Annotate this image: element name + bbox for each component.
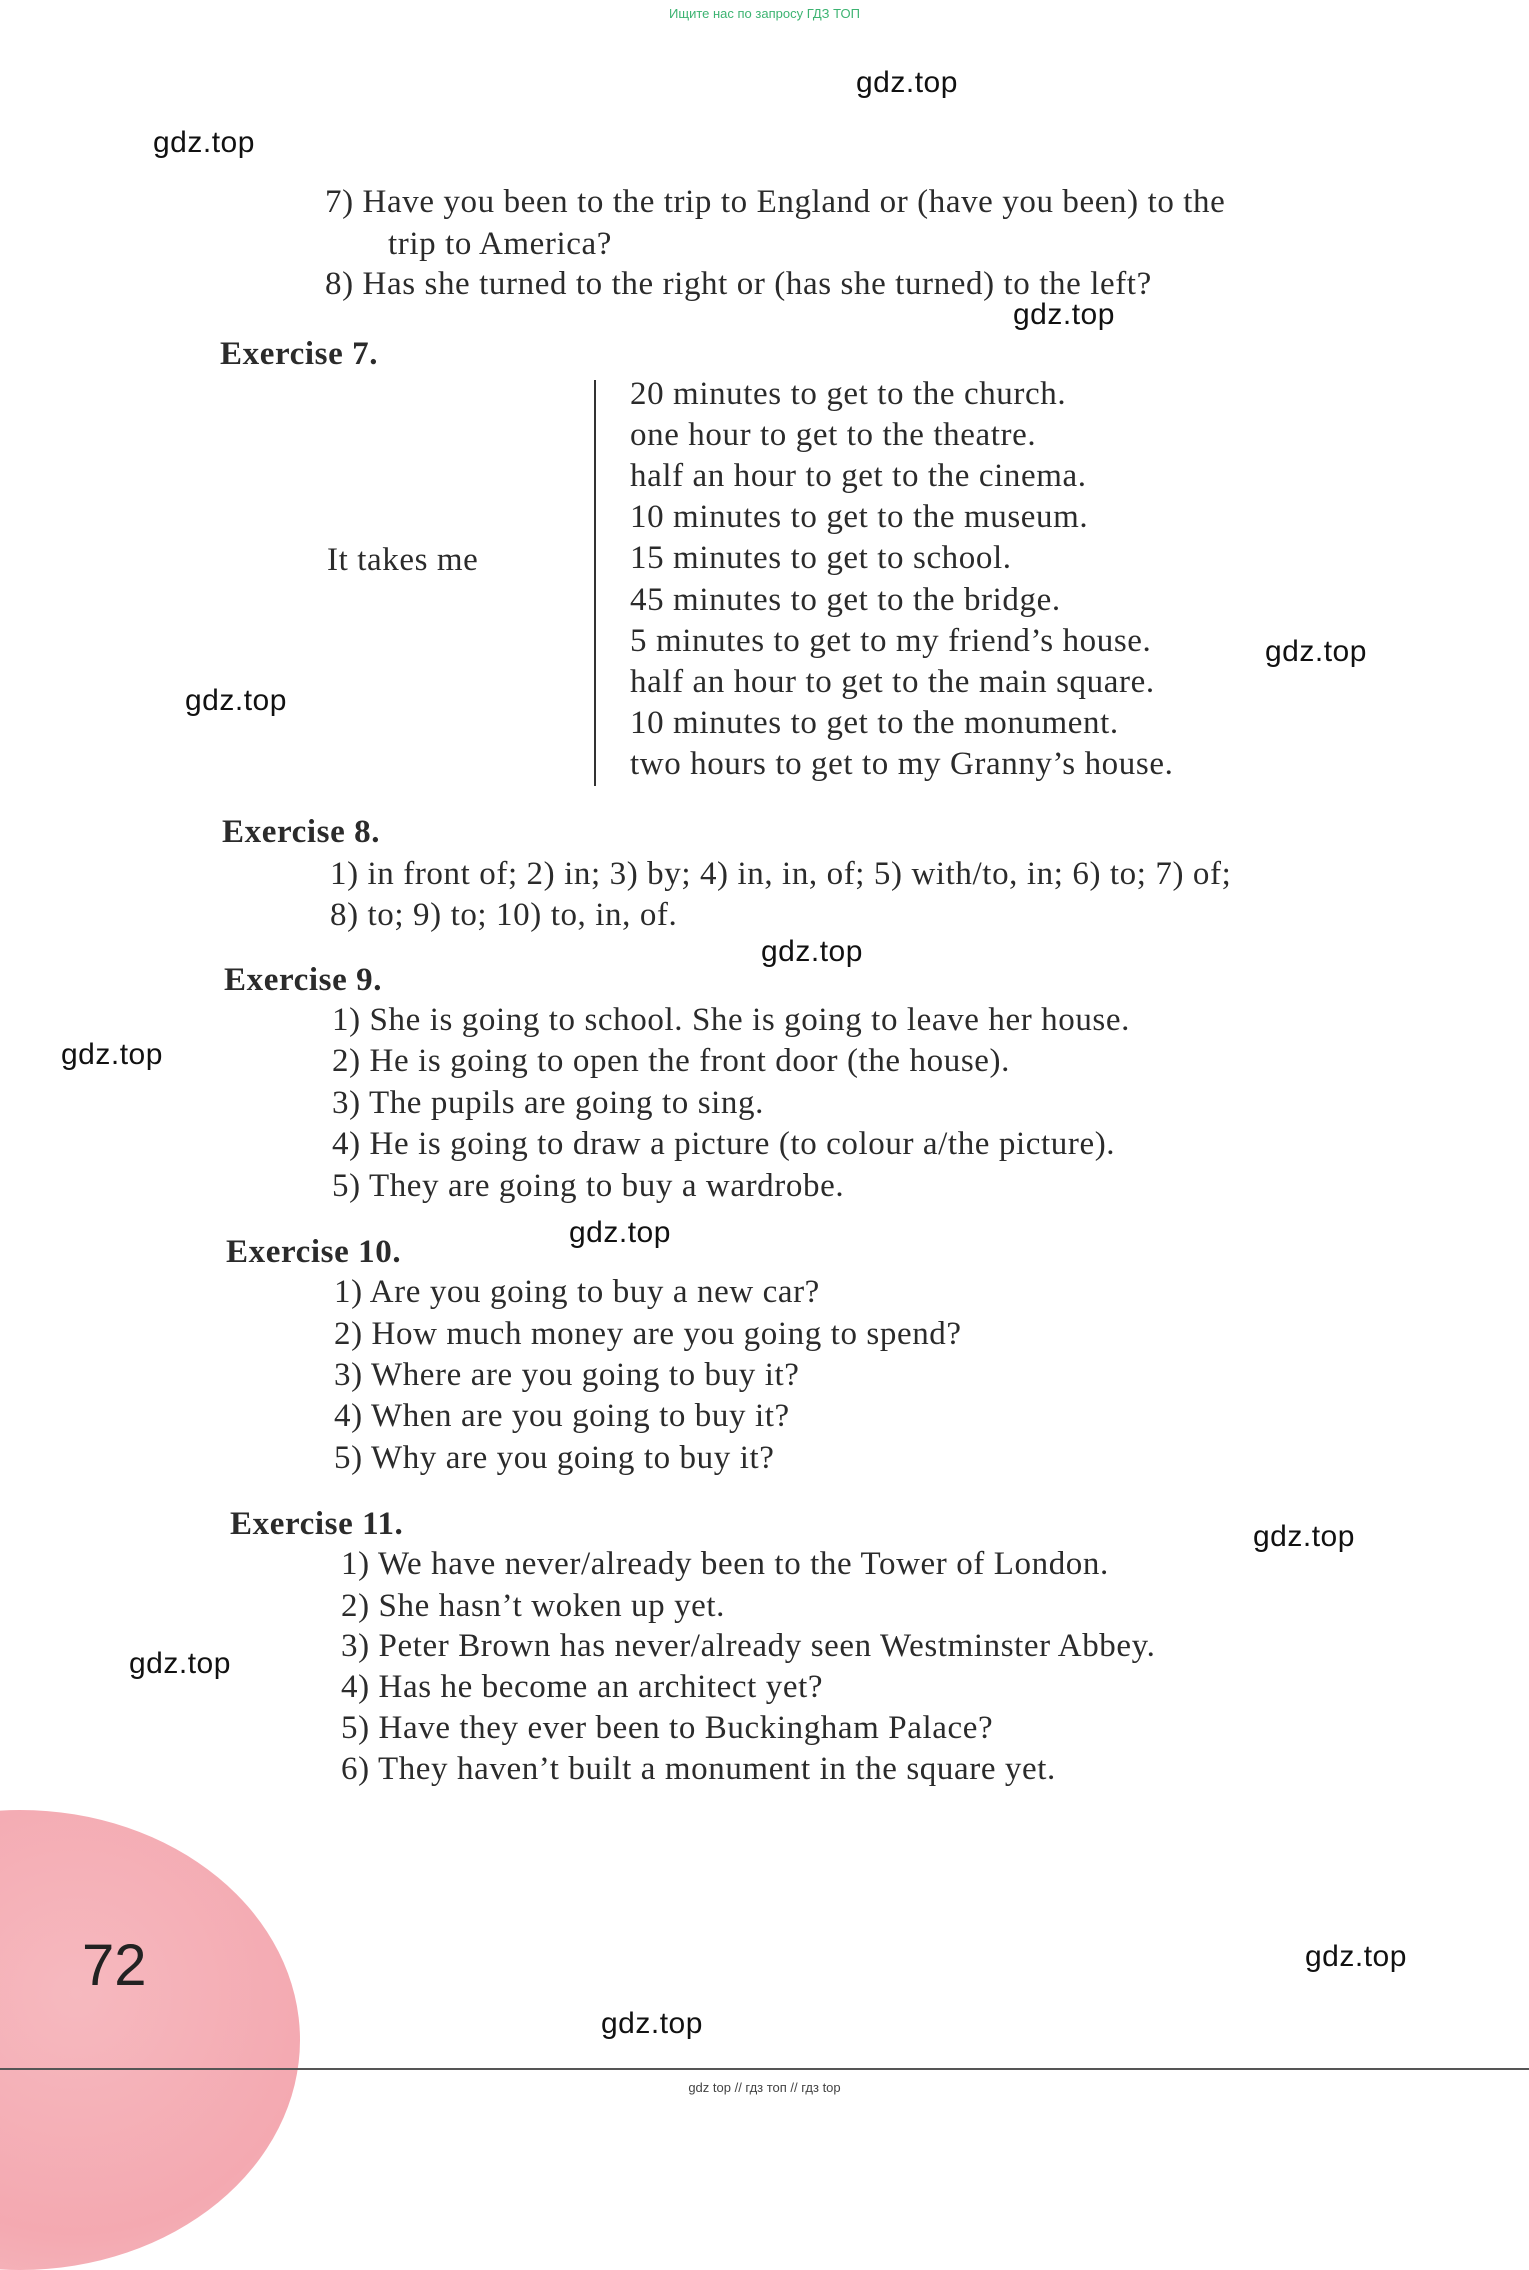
exercise-10-line: 1) Are you going to buy a new car?	[334, 1274, 820, 1310]
exercise-11-line: 5) Have they ever been to Buckingham Palace?	[341, 1710, 994, 1746]
bracket-divider	[594, 380, 596, 786]
watermark: gdz.top	[61, 1038, 163, 1071]
watermark: gdz.top	[185, 684, 287, 717]
exercise-10-title: Exercise 10.	[226, 1234, 402, 1270]
exercise-8-line: 1) in front of; 2) in; 3) by; 4) in, in, of; 5) with/to, in; 6) to; 7) of;	[330, 856, 1232, 892]
watermark: gdz.top	[153, 126, 255, 159]
exercise-9-line: 2) He is going to open the front door (the house).	[332, 1043, 1010, 1079]
ex6-line-7-cont: trip to America?	[388, 226, 613, 262]
footer-divider	[0, 2068, 1529, 2070]
exercise-7-item: 5 minutes to get to my friend’s house.	[630, 623, 1152, 659]
watermark: gdz.top	[1013, 298, 1115, 331]
exercise-9-line: 5) They are going to buy a wardrobe.	[332, 1168, 845, 1204]
footer-links[interactable]: gdz top // гдз топ // гдз top	[688, 2080, 841, 2095]
search-hint-link[interactable]: Ищите нас по запросу ГДЗ ТОП	[669, 6, 860, 21]
exercise-11-line: 6) They haven’t built a monument in the square yet.	[341, 1751, 1056, 1787]
exercise-11-line: 2) She hasn’t woken up yet.	[341, 1588, 726, 1624]
exercise-10-line: 4) When are you going to buy it?	[334, 1398, 790, 1434]
exercise-11-line: 3) Peter Brown has never/already seen Westminster Abbey.	[341, 1628, 1156, 1664]
watermark: gdz.top	[761, 935, 863, 968]
watermark: gdz.top	[129, 1647, 231, 1680]
ex6-line-8: 8) Has she turned to the right or (has she turned) to the left?	[325, 266, 1152, 302]
exercise-7-item: 45 minutes to get to the bridge.	[630, 582, 1061, 618]
exercise-7-item: 15 minutes to get to school.	[630, 540, 1012, 576]
exercise-8-line: 8) to; 9) to; 10) to, in, of.	[330, 897, 678, 933]
ex6-line-7: 7) Have you been to the trip to England or (have you been) to the	[325, 184, 1226, 220]
exercise-9-line: 3) The pupils are going to sing.	[332, 1085, 764, 1121]
decorative-pink-blob	[0, 1810, 300, 2270]
watermark: gdz.top	[856, 66, 958, 99]
exercise-11-title: Exercise 11.	[230, 1506, 404, 1542]
exercise-10-line: 5) Why are you going to buy it?	[334, 1440, 775, 1476]
watermark: gdz.top	[1305, 1940, 1407, 1973]
exercise-7-item: two hours to get to my Granny’s house.	[630, 746, 1174, 782]
exercise-7-item: half an hour to get to the cinema.	[630, 458, 1087, 494]
exercise-7-item: 10 minutes to get to the museum.	[630, 499, 1089, 535]
exercise-7-title: Exercise 7.	[220, 336, 379, 372]
page-number: 72	[82, 1933, 147, 1998]
exercise-11-line: 1) We have never/already been to the Tower of London.	[341, 1546, 1109, 1582]
exercise-10-line: 2) How much money are you going to spend?	[334, 1316, 962, 1352]
watermark: gdz.top	[1265, 635, 1367, 668]
exercise-7-item: half an hour to get to the main square.	[630, 664, 1155, 700]
exercise-10-line: 3) Where are you going to buy it?	[334, 1357, 800, 1393]
watermark: gdz.top	[569, 1216, 671, 1249]
exercise-11-line: 4) Has he become an architect yet?	[341, 1669, 824, 1705]
watermark: gdz.top	[601, 2007, 703, 2040]
exercise-9-line: 1) She is going to school. She is going to leave her house.	[332, 1002, 1130, 1038]
exercise-7-item: 10 minutes to get to the monument.	[630, 705, 1119, 741]
watermark: gdz.top	[1253, 1520, 1355, 1553]
exercise-7-item: one hour to get to the theatre.	[630, 417, 1037, 453]
exercise-7-item: 20 minutes to get to the church.	[630, 376, 1067, 412]
exercise-8-title: Exercise 8.	[222, 814, 381, 850]
exercise-9-line: 4) He is going to draw a picture (to colour a/the picture).	[332, 1126, 1116, 1162]
exercise-9-title: Exercise 9.	[224, 962, 383, 998]
exercise-7-lead: It takes me	[327, 542, 479, 578]
